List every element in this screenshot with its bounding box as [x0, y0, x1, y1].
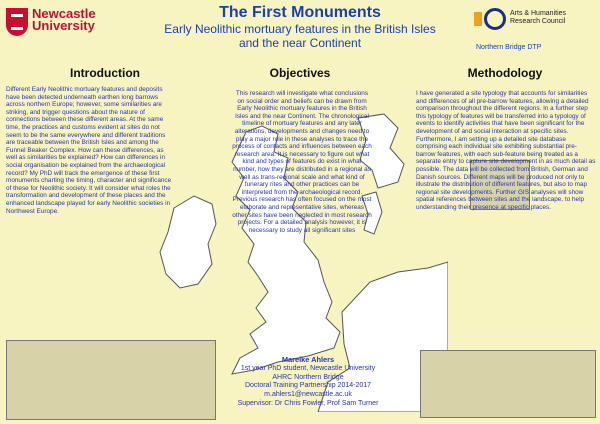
objectives-text: This research will investigate what conclusions on social order and beliefs can be drawn from Early Neolithic mortuary features in the British Isles and the near Continent. The chronological timeline of mortuary features and any later alterations, developments and changes need to play a major role in these analyses to trace the process of contacts and influences between each research area. It is necessary to figure out what kind and types of features do exist in what number, how they are distributed in a regional as well as trans-regional scale and what kind of funerary rites and other practices can be interpreted from the archaeological record. Previous research has often focused on the most elaborate and representative sites, whereas other sites have been neglected in most research projects. For a detailed analysis however, it is necessary to study all significant sites: [232, 90, 372, 234]
university-name-line2: University: [32, 18, 95, 33]
ahrc-logo: [474, 8, 594, 58]
funder-name-line1: Arts & Humanities: [510, 10, 567, 17]
newcastle-university-logo: [6, 8, 114, 48]
introduction-text: Different Early Neolithic mortuary features and deposits have been detected underneath earthen long barrows across northern Europe; however, some similarities are striking, and trigger questions about the nature of connections between these different areas. At the same time, the practices and customs evident at sites do not seem to be the same everywhere and different traditions are traceable between the British Isles and among the Funnel Beaker Complex. How can these differences, as well as similarities be explained? How can differences in social organisation be explained from the archaeological record? My PhD will track the emergence of these first monuments charting the timing, character and significance of these for Neolithic society. It will consider what roles the transformation and development of these places and the enhanced landscape played for early Neolithic societies in Northwest Europe.: [6, 86, 172, 215]
author-supervisors: Supervisor: Dr Chris Fowler, Prof Sam Turner: [237, 399, 379, 407]
author-email: m.ahlers1@newcastle.ac.uk: [264, 391, 352, 399]
poster-subtitle: [150, 22, 450, 50]
introduction-heading: Introduction: [70, 66, 140, 80]
poster-header: [0, 0, 600, 62]
long-barrow-plan-image: [420, 350, 596, 418]
methodology-heading: Methodology: [467, 66, 543, 80]
subtitle-line1: Early Neolithic mortuary features in the British Isles: [164, 22, 436, 36]
newcastle-crest-icon: [6, 8, 28, 36]
dtp-label: Northern Bridge DTP: [476, 44, 542, 51]
author-line2: AHRC Northern Bridge: [272, 373, 344, 381]
author-line1: 1st year PhD student, Newcastle University: [240, 364, 376, 372]
university-name: [32, 8, 96, 32]
university-name-line1: Newcastle: [32, 6, 96, 21]
subtitle-line2: and the near Continent: [238, 36, 362, 50]
excavation-photo: [6, 340, 216, 420]
objectives-heading: Objectives: [269, 66, 331, 80]
author-line3: Doctoral Training Partnership 2014-2017: [244, 382, 372, 390]
methodology-text: I have generated a site typology that accounts for similarities and differences of all pre-barrow features, allowing a detailed comparison throughout the different regions. In a further step this typology of features will be transferred into a typology of events to identify activities that have been significant for the development of and social interaction at specific sites. Furthermore, I am setting up a detailed site database comprising each individual site exhibiting substantial pre-barrow features, with each sub-feature being treated as a separate entry to capture site development in as much detail as possible. The data will be collected from British, German and Danish sources. Different maps will be produced not only to illustrate the distribution of different features, but also to map regional site developments. Further GIS analyses will show spatial references between sites and the landscape, to help understanding their presence at specific places.: [416, 90, 596, 211]
poster-title: The First Monuments: [219, 4, 381, 21]
funder-name: [510, 10, 566, 26]
funder-name-line2: Research Council: [510, 18, 566, 25]
author-info: [198, 356, 418, 409]
author-name: Mareike Ahlers: [281, 355, 335, 364]
